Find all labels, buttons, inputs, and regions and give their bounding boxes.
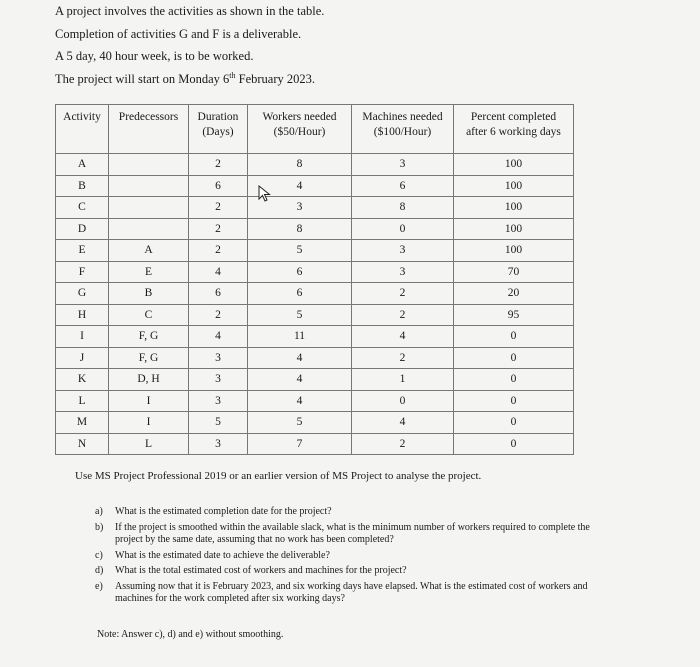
machines-cell: 3 (352, 240, 454, 262)
activity-cell: B (56, 175, 109, 197)
duration-cell: 2 (189, 240, 248, 262)
duration-cell: 2 (189, 218, 248, 240)
percent-cell: 0 (454, 347, 574, 369)
activity-cell: K (56, 369, 109, 391)
predecessors-cell: D, H (109, 369, 189, 391)
predecessors-cell: F, G (109, 326, 189, 348)
machines-cell: 4 (352, 412, 454, 434)
activity-table (55, 104, 574, 455)
table-header-row (56, 105, 574, 154)
predecessors-cell: C (109, 304, 189, 326)
percent-cell: 0 (454, 369, 574, 391)
machines-cell: 2 (352, 433, 454, 455)
predecessors-cell: I (109, 390, 189, 412)
table-row (56, 175, 574, 197)
table-row (56, 218, 574, 240)
intro-text (55, 0, 655, 90)
question-text: What is the total estimated cost of workers and machines for the project? (115, 565, 407, 576)
percent-cell: 95 (454, 304, 574, 326)
percent-cell: 0 (454, 433, 574, 455)
percent-cell: 70 (454, 261, 574, 283)
percent-cell: 100 (454, 154, 574, 176)
activity-cell: M (56, 412, 109, 434)
machines-cell: 2 (352, 304, 454, 326)
intro-line-3: A 5 day, 40 hour week, is to be worked. (55, 49, 254, 63)
predecessors-cell (109, 175, 189, 197)
question-text: If the project is smoothed within the available slack, what is the minimum number of workers required to complete the project by the same date, assuming that no work has been completed? (115, 521, 590, 545)
machines-cell: 2 (352, 283, 454, 305)
machines-cell: 6 (352, 175, 454, 197)
percent-cell: 100 (454, 240, 574, 262)
table-body (56, 154, 574, 455)
duration-cell: 6 (189, 283, 248, 305)
workers-cell: 7 (248, 433, 352, 455)
percent-cell: 20 (454, 283, 574, 305)
header-activity: Activity (56, 105, 109, 154)
table-row (56, 304, 574, 326)
percent-cell: 100 (454, 197, 574, 219)
percent-cell: 100 (454, 175, 574, 197)
predecessors-cell (109, 197, 189, 219)
header-machines: Machines needed ($100/Hour) (352, 105, 454, 154)
duration-cell: 3 (189, 433, 248, 455)
question-item (95, 522, 620, 547)
table-row (56, 283, 574, 305)
table-row (56, 347, 574, 369)
activity-cell: N (56, 433, 109, 455)
table-row (56, 390, 574, 412)
activity-cell: C (56, 197, 109, 219)
table-row (56, 261, 574, 283)
table-row (56, 433, 574, 455)
machines-cell: 8 (352, 197, 454, 219)
machines-cell: 0 (352, 218, 454, 240)
duration-cell: 2 (189, 304, 248, 326)
question-item (95, 550, 620, 563)
workers-cell: 8 (248, 154, 352, 176)
question-label: c) (95, 549, 103, 561)
predecessors-cell: I (109, 412, 189, 434)
workers-cell: 4 (248, 175, 352, 197)
machines-cell: 2 (352, 347, 454, 369)
machines-cell: 4 (352, 326, 454, 348)
percent-cell: 0 (454, 412, 574, 434)
workers-cell: 6 (248, 283, 352, 305)
duration-cell: 3 (189, 369, 248, 391)
predecessors-cell (109, 154, 189, 176)
machines-cell: 3 (352, 154, 454, 176)
header-duration: Duration (Days) (189, 105, 248, 154)
question-item (95, 506, 620, 519)
machines-cell: 1 (352, 369, 454, 391)
duration-cell: 4 (189, 261, 248, 283)
percent-cell: 100 (454, 218, 574, 240)
predecessors-cell: F, G (109, 347, 189, 369)
mouse-pointer-icon (258, 185, 272, 203)
percent-cell: 0 (454, 390, 574, 412)
table-row (56, 240, 574, 262)
workers-cell: 4 (248, 390, 352, 412)
question-label: d) (95, 565, 104, 576)
question-item (95, 565, 620, 578)
activity-cell: G (56, 283, 109, 305)
activity-cell: H (56, 304, 109, 326)
question-text: What is the estimated date to achieve the deliverable? (115, 549, 330, 561)
question-item (95, 581, 620, 606)
start-date-suffix: February 2023. (235, 71, 316, 86)
question-label: a) (95, 506, 103, 517)
workers-cell: 11 (248, 326, 352, 348)
activity-cell: E (56, 240, 109, 262)
table-row (56, 369, 574, 391)
table-row (56, 154, 574, 176)
table-row (56, 412, 574, 434)
activity-cell: D (56, 218, 109, 240)
question-text: Assuming now that it is February 2023, and six working days have elapsed. What is the estimated cost of workers and machines for the work completed after six working days? (115, 580, 588, 604)
duration-cell: 5 (189, 412, 248, 434)
duration-cell: 4 (189, 326, 248, 348)
workers-cell: 4 (248, 369, 352, 391)
start-date-ordinal: th (229, 70, 236, 80)
activity-cell: F (56, 261, 109, 283)
activity-cell: A (56, 154, 109, 176)
start-date-prefix: The project will start on Monday 6 (55, 71, 230, 86)
table-row (56, 197, 574, 219)
note-text: Note: Answer c), d) and e) without smoothing. (97, 629, 284, 640)
duration-cell: 6 (189, 175, 248, 197)
activity-cell: J (56, 347, 109, 369)
workers-cell: 5 (248, 240, 352, 262)
predecessors-cell: L (109, 433, 189, 455)
question-list (95, 506, 620, 609)
duration-cell: 3 (189, 390, 248, 412)
intro-line-1: A project involves the activities as shown in the table. (55, 4, 325, 18)
question-text: What is the estimated completion date for the project? (115, 506, 332, 517)
predecessors-cell: B (109, 283, 189, 305)
predecessors-cell (109, 218, 189, 240)
intro-line-2: Completion of activities G and F is a deliverable. (55, 26, 302, 41)
question-label: b) (95, 521, 104, 533)
percent-cell: 0 (454, 326, 574, 348)
workers-cell: 6 (248, 261, 352, 283)
activity-cell: I (56, 326, 109, 348)
machines-cell: 3 (352, 261, 454, 283)
intro-line-4 (55, 68, 655, 91)
header-workers: Workers needed ($50/Hour) (248, 105, 352, 154)
header-percent: Percent completed after 6 working days (454, 105, 574, 154)
predecessors-cell: E (109, 261, 189, 283)
workers-cell: 8 (248, 218, 352, 240)
machines-cell: 0 (352, 390, 454, 412)
header-predecessors: Predecessors (109, 105, 189, 154)
workers-cell: 4 (248, 347, 352, 369)
duration-cell: 2 (189, 154, 248, 176)
question-intro: Use MS Project Professional 2019 or an earlier version of MS Project to analyse the project. (75, 470, 482, 482)
workers-cell: 5 (248, 304, 352, 326)
duration-cell: 3 (189, 347, 248, 369)
table-row (56, 326, 574, 348)
activity-cell: L (56, 390, 109, 412)
workers-cell: 3 (248, 197, 352, 219)
question-label: e) (95, 580, 103, 592)
workers-cell: 5 (248, 412, 352, 434)
duration-cell: 2 (189, 197, 248, 219)
predecessors-cell: A (109, 240, 189, 262)
